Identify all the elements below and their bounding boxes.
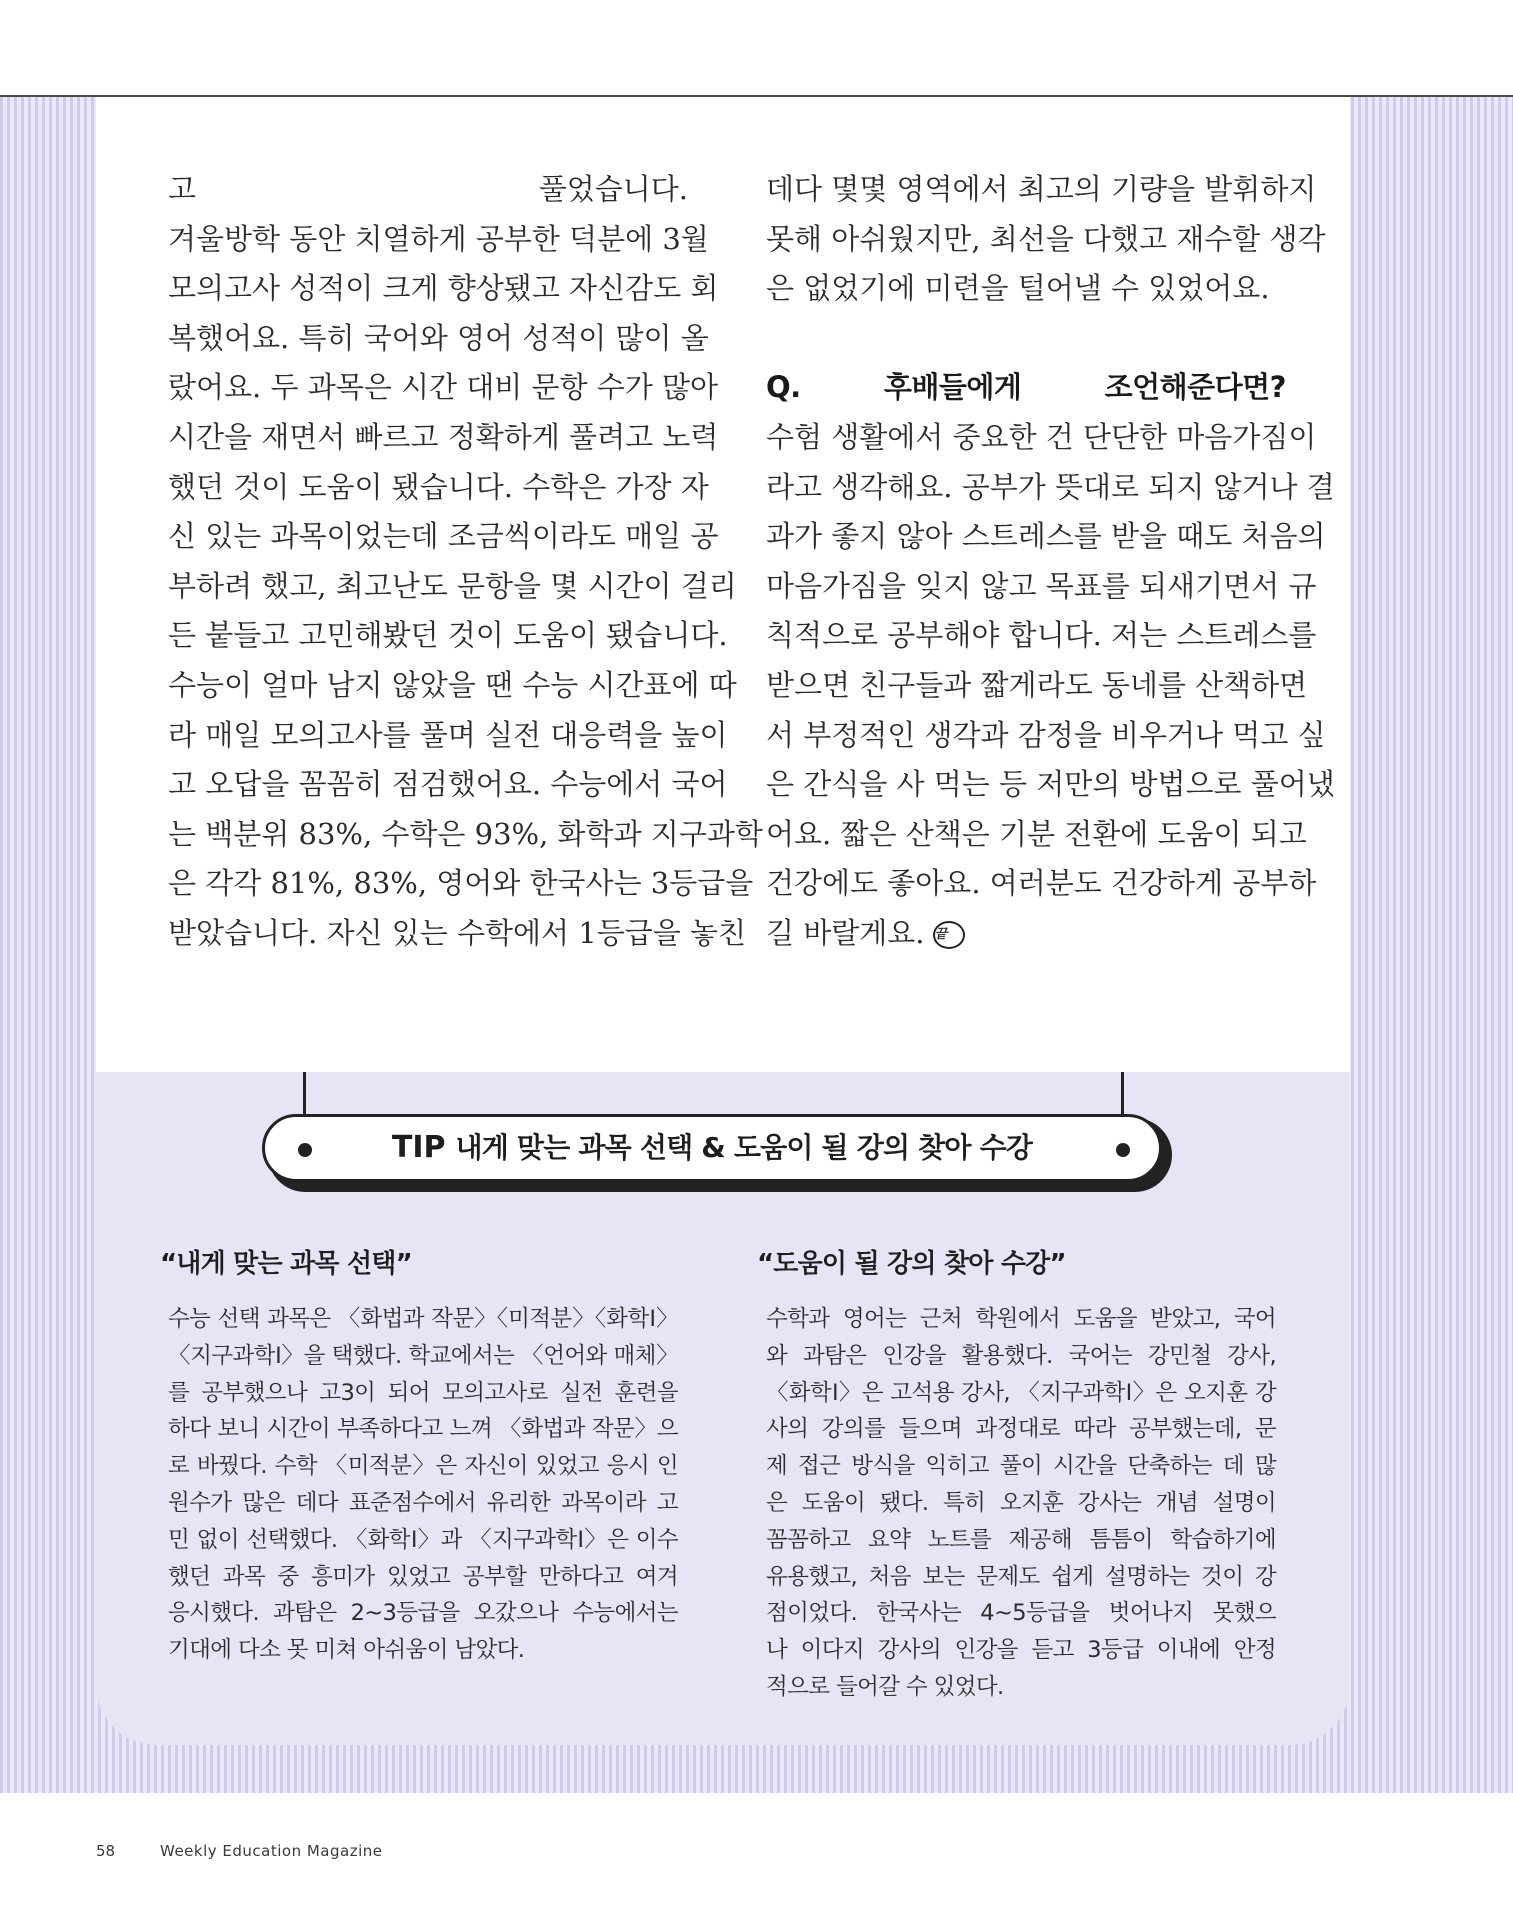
text-line [168, 215, 709, 265]
text-line-content: 은 없었기에 미련을 털어낼 수 있었어요. [766, 271, 1270, 306]
text-line-content: 기대에 다소 못 미쳐 아쉬움이 남았다. [168, 1637, 525, 1664]
text-line-content: 복했어요. 특히 국어와 영어 성적이 많이 올 [168, 320, 709, 355]
text-line [766, 1595, 1276, 1632]
text-line [168, 463, 709, 513]
text-line [766, 859, 1317, 909]
text-line [168, 611, 728, 661]
magazine-name: Weekly Education Magazine [160, 1842, 383, 1860]
text-line [766, 463, 1335, 513]
text-line-content: 는 백분위 83%, 수학은 93%, 화학과 지구과학 [168, 816, 763, 851]
banner-left-dot [298, 1143, 312, 1157]
text-line [168, 1448, 678, 1485]
tip-right-text [766, 1301, 1276, 1706]
text-line-content: 시간을 재면서 빠르고 정확하게 풀려고 노력 [168, 419, 719, 454]
text-line [766, 611, 1317, 661]
text-line [766, 1522, 1276, 1559]
text-line-content: 〈화학Ⅰ〉은 고석용 강사, 〈지구과학Ⅰ〉은 오지훈 강 [766, 1379, 1276, 1406]
text-line [766, 661, 1308, 711]
text-line-content: 했던 것이 도움이 됐습니다. 수학은 가장 자 [168, 469, 709, 504]
text-line-content: 랐어요. 두 과목은 시간 대비 문항 수가 많아 [168, 370, 718, 405]
text-line [168, 1559, 678, 1596]
text-line-content: 신 있는 과목이었는데 조금씩이라도 매일 공 [168, 519, 719, 554]
text-line [168, 264, 719, 314]
text-line-content: 서 부정적인 생각과 감정을 비우거나 먹고 싶 [766, 717, 1326, 752]
text-line-content: 점이었다. 한국사는 4~5등급을 벗어나지 못했으 [766, 1600, 1276, 1627]
text-line-content: 라고 생각해요. 공부가 뜻대로 되지 않거나 결 [766, 469, 1335, 504]
text-line-content: 모의고사 성적이 크게 향상됐고 자신감도 회 [168, 271, 719, 306]
text-line [766, 810, 1307, 860]
text-line [766, 1669, 1276, 1706]
text-line [766, 909, 1286, 959]
text-line-content: 나 이다지 강사의 인강을 듣고 3등급 이내에 안정 [766, 1637, 1276, 1664]
text-line [168, 1632, 678, 1669]
text-line-content: 수능이 얼마 남지 않았을 땐 수능 시간표에 따 [168, 667, 737, 702]
text-line [766, 1301, 1276, 1338]
page-number: 58 [96, 1842, 116, 1860]
text-line [168, 363, 718, 413]
text-line-content: 와 과탐은 인강을 활용했다. 국어는 강민철 강사, [766, 1342, 1276, 1369]
text-line-content: 겨울방학 동안 치열하게 공부한 덕분에 3월 [168, 221, 709, 256]
text-line-content: 건강에도 좋아요. 여러분도 건강하게 공부하 [766, 866, 1317, 901]
text-line [168, 1301, 678, 1338]
text-line [168, 1595, 678, 1632]
text-line [168, 1338, 678, 1375]
text-line [168, 1411, 678, 1448]
text-line [168, 413, 719, 463]
text-line [766, 264, 1286, 314]
question-heading: Q. 후배들에게 조언해준다면? [766, 370, 1286, 405]
text-line-content: 했던 과목 중 흥미가 있었고 공부할 만하다고 여겨 [168, 1563, 678, 1590]
text-line-content: 적으로 들어갈 수 있었다. [766, 1673, 1004, 1700]
text-line-content: 받았습니다. 자신 있는 수학에서 1등급을 놓친 [168, 915, 747, 950]
text-line-content: 원수가 많은 데다 표준점수에서 유리한 과목이라 고 [168, 1489, 678, 1516]
tip-right-heading: “도움이 될 강의 찾아 수강” [757, 1249, 1066, 1279]
tip-left-text [168, 1301, 678, 1669]
tip-label: TIP [391, 1130, 446, 1165]
text-line-content: 〈지구과학Ⅰ〉을 택했다. 학교에서는 〈언어와 매체〉 [168, 1342, 678, 1369]
text-line [766, 165, 1317, 215]
text-line-content: 하다 보니 시간이 부족하다고 느껴 〈화법과 작문〉으 [168, 1416, 678, 1443]
text-line-content: 사의 강의를 들으며 과정대로 따라 공부했는데, 문 [766, 1416, 1276, 1443]
text-line-content: 받으면 친구들과 짧게라도 동네를 산책하면 [766, 667, 1308, 702]
text-line-content: 은 도움이 됐다. 특히 오지훈 강사는 개념 설명이 [766, 1489, 1276, 1516]
text-line-content: 제 접근 방식을 익히고 풀이 시간을 단축하는 데 많 [766, 1453, 1276, 1480]
text-line [168, 1522, 678, 1559]
text-line-content: 은 간식을 사 먹는 등 저만의 방법으로 풀어냈 [766, 767, 1335, 802]
tip-left-heading: “내게 맞는 과목 선택” [160, 1249, 412, 1279]
text-line-content: 은 각각 81%, 83%, 영어와 한국사는 3등급을 [168, 866, 754, 901]
text-line-content: 길 바랄게요. [766, 915, 925, 950]
text-line-content: 부하려 했고, 최고난도 문항을 몇 시간이 걸리 [168, 568, 737, 603]
text-line-content: 과가 좋지 않아 스트레스를 받을 때도 처음의 [766, 519, 1326, 554]
text-line [766, 413, 1317, 463]
text-line [168, 810, 763, 860]
text-line [168, 711, 728, 761]
text-line [766, 562, 1317, 612]
banner-right-dot [1116, 1143, 1130, 1157]
text-line [766, 1375, 1276, 1412]
end-mark-icon: 끝 [933, 921, 965, 949]
text-line-content: 든 붙들고 고민해봤던 것이 도움이 됐습니다. [168, 618, 728, 653]
text-line [168, 859, 754, 909]
text-line-content: 를 공부했으나 고3이 되어 모의고사로 실전 훈련을 [168, 1379, 678, 1406]
text-line [766, 1338, 1276, 1375]
text-line [766, 760, 1335, 810]
text-line [168, 1485, 678, 1522]
text-line-content: 마음가짐을 잊지 않고 목표를 되새기면서 규 [766, 568, 1317, 603]
text-line-content: 수학과 영어는 근처 학원에서 도움을 받았고, 국어 [766, 1306, 1276, 1332]
text-line-content: 칙적으로 공부해야 합니다. 저는 스트레스를 [766, 618, 1317, 653]
tip-banner [262, 1114, 1162, 1182]
text-line [766, 512, 1326, 562]
text-line-content: 유용했고, 처음 보는 문제도 쉽게 설명하는 것이 강 [766, 1563, 1276, 1590]
text-line [168, 314, 709, 364]
text-line-content: 수능 선택 과목은 〈화법과 작문〉〈미적분〉〈화학Ⅰ〉 [168, 1306, 678, 1332]
text-line [168, 512, 719, 562]
article-right-column [766, 165, 1335, 959]
text-line [766, 1559, 1276, 1596]
text-line-content: 고 풀었습니다. [168, 172, 688, 206]
text-line-content: 어요. 짧은 산책은 기분 전환에 도움이 되고 [766, 816, 1307, 851]
text-line-content: 민 없이 선택했다. 〈화학Ⅰ〉과 〈지구과학Ⅰ〉은 이수 [168, 1526, 678, 1553]
text-line [766, 1448, 1276, 1485]
text-line [168, 760, 728, 810]
text-line [168, 562, 737, 612]
text-line-content: 데다 몇몇 영역에서 최고의 기량을 발휘하지 [766, 172, 1317, 206]
text-line [766, 711, 1326, 761]
text-line [168, 1375, 678, 1412]
tip-title: 내게 맞는 과목 선택 & 도움이 될 강의 찾아 수강 [455, 1131, 1033, 1164]
text-line-content: 응시했다. 과탐은 2~3등급을 오갔으나 수능에서는 [168, 1600, 678, 1627]
text-line [766, 1632, 1276, 1669]
text-line-content: 고 오답을 꼼꼼히 점검했어요. 수능에서 국어 [168, 767, 728, 802]
text-line [168, 165, 688, 215]
text-line-content: 수험 생활에서 중요한 건 단단한 마음가짐이 [766, 419, 1317, 454]
text-line [766, 215, 1326, 265]
text-line [766, 1411, 1276, 1448]
text-line-content: 못해 아쉬웠지만, 최선을 다했고 재수할 생각 [766, 221, 1326, 256]
text-line-content: 로 바꿨다. 수학 〈미적분〉은 자신이 있었고 응시 인 [168, 1453, 678, 1480]
text-line [766, 1485, 1276, 1522]
text-line [168, 909, 747, 959]
text-line-content: 꼼꼼하고 요약 노트를 제공해 틈틈이 학습하기에 [766, 1526, 1276, 1553]
text-line [168, 661, 737, 711]
text-line-content: 라 매일 모의고사를 풀며 실전 대응력을 높이 [168, 717, 728, 752]
article-left-column [168, 165, 763, 959]
